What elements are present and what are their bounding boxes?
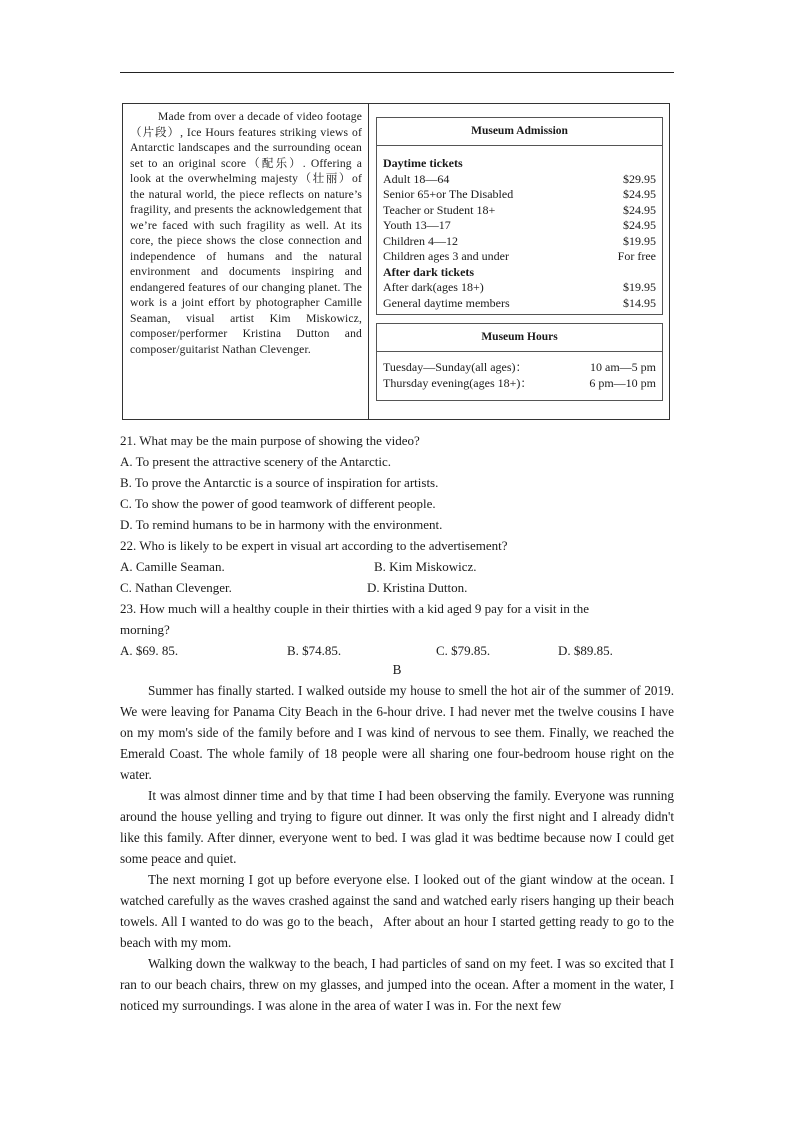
advertisement-box (122, 103, 670, 420)
option: A. To present the attractive scenery of the Antarctic. (120, 454, 392, 469)
question-23-stem: 23. How much will a healthy couple in their thirties with a kid aged 9 pay for a visit in the (120, 601, 589, 616)
question-23-stem-cont: morning? (120, 622, 170, 637)
passage-b (120, 659, 674, 1016)
paragraph: Walking down the walkway to the beach, I had particles of sand on my feet. I was so excited that I ran to our beach chairs, threw on my glasses, and jumped into the ocean. After a moment in the water, I noticed my surroundings. I was alone in the area of water I was in. For the next few (120, 956, 674, 1013)
option: C. Nathan Clevenger. (120, 580, 232, 595)
afterdark-heading: After dark tickets (383, 264, 475, 279)
hours-row: Tuesday—Sunday(all ages)： 10 am—5 pm (383, 360, 656, 374)
ticket-row: Teacher or Student 18+ $24.95 (383, 202, 656, 217)
option: C. $79.85. (436, 643, 491, 658)
option: C. To show the power of good teamwork of different people. (120, 496, 436, 511)
option: B. Kim Miskowicz. (374, 559, 477, 574)
options-row (120, 577, 674, 598)
daytime-heading: Daytime tickets (383, 156, 463, 170)
header-rule (120, 72, 674, 73)
questions (120, 430, 674, 661)
option: B. To prove the Antarctic is a source of inspiration for artists. (120, 475, 439, 490)
ticket-row: General daytime members $14.95 (383, 295, 656, 310)
ad-info-column (369, 104, 669, 419)
ticket-row: Youth 13—17 $24.95 (383, 218, 656, 232)
ticket-row: Senior 65+or The Disabled $24.95 (383, 187, 656, 201)
hours-title: Museum Hours (377, 324, 662, 352)
option: D. Kristina Dutton. (367, 580, 468, 595)
paragraph: The next morning I got up before everyone else. I looked out of the giant window at the ocean. I watched carefully as the waves crashed against the sand and watched early risers hanging up their beach towels. All I wanted to do was go to the beach，After about an hour I started getting ready to go to the beach with my mom. (120, 872, 674, 950)
option: A. Camille Seaman. (120, 559, 225, 574)
option: B. $74.85. (287, 643, 342, 658)
option: A. $69. 85. (120, 643, 179, 658)
option: D. $89.85. (558, 643, 613, 658)
question-22-stem: 22. Who is likely to be expert in visual art according to the advertisement? (120, 538, 508, 553)
ad-description-column (123, 104, 369, 419)
ad-description: Made from over a decade of video footage（片段）, Ice Hours features striking views of Antarctic landscapes and the surrounding ocean set to an original score（配乐）. Offering a look at the overwhelming majesty（壮丽）of the natural world, the piece reflects on nature’s fragility, and presents the acknowledgement that we’re faced with such fragility as well. At its core, the piece shows the close connection and independence of humans and the natural environment and documents inspiring and endangered features of our changing planet. The work is a joint effort by photographer Camille Seaman, visual artist Kim Miskowicz, composer/performer Kristina Dutton and composer/guitarist Nathan Clevenger. (130, 110, 362, 356)
section-label: B (392, 662, 402, 677)
hours-row: Thursday evening(ages 18+)： 6 pm—10 pm (383, 375, 656, 390)
options-row (120, 640, 674, 661)
ticket-row: Children ages 3 and under For free (383, 249, 656, 263)
admission-title: Museum Admission (377, 118, 662, 146)
question-21-stem: 21. What may be the main purpose of showing the video? (120, 433, 420, 448)
options-row (120, 556, 674, 577)
ticket-row: Adult 18—64 $29.95 (383, 171, 656, 186)
admission-panel (376, 117, 663, 315)
paragraph: Summer has finally started. I walked outside my house to smell the hot air of the summer of 2019. We were leaving for Panama City Beach in the 6-hour drive. I had never met the twelve cousins I have on my mom's side of the family before and I was kind of nervous to see them. Finally, we reached the Emerald Coast. The whole family of 18 people were all sharing one four-bedroom house right on the water. (120, 683, 674, 782)
ticket-row: After dark(ages 18+) $19.95 (383, 280, 656, 294)
paragraph: It was almost dinner time and by that time I had been observing the family. Everyone was running around the house yelling and trying to figure out dinner. It was only the first night and I already didn't like this family. After dinner, everyone went to bed. I was glad it was bedtime because now I could get some peace and quiet. (120, 788, 674, 866)
ticket-row: Children 4—12 $19.95 (383, 233, 656, 248)
hours-panel (376, 323, 663, 401)
option: D. To remind humans to be in harmony with the environment. (120, 517, 443, 532)
